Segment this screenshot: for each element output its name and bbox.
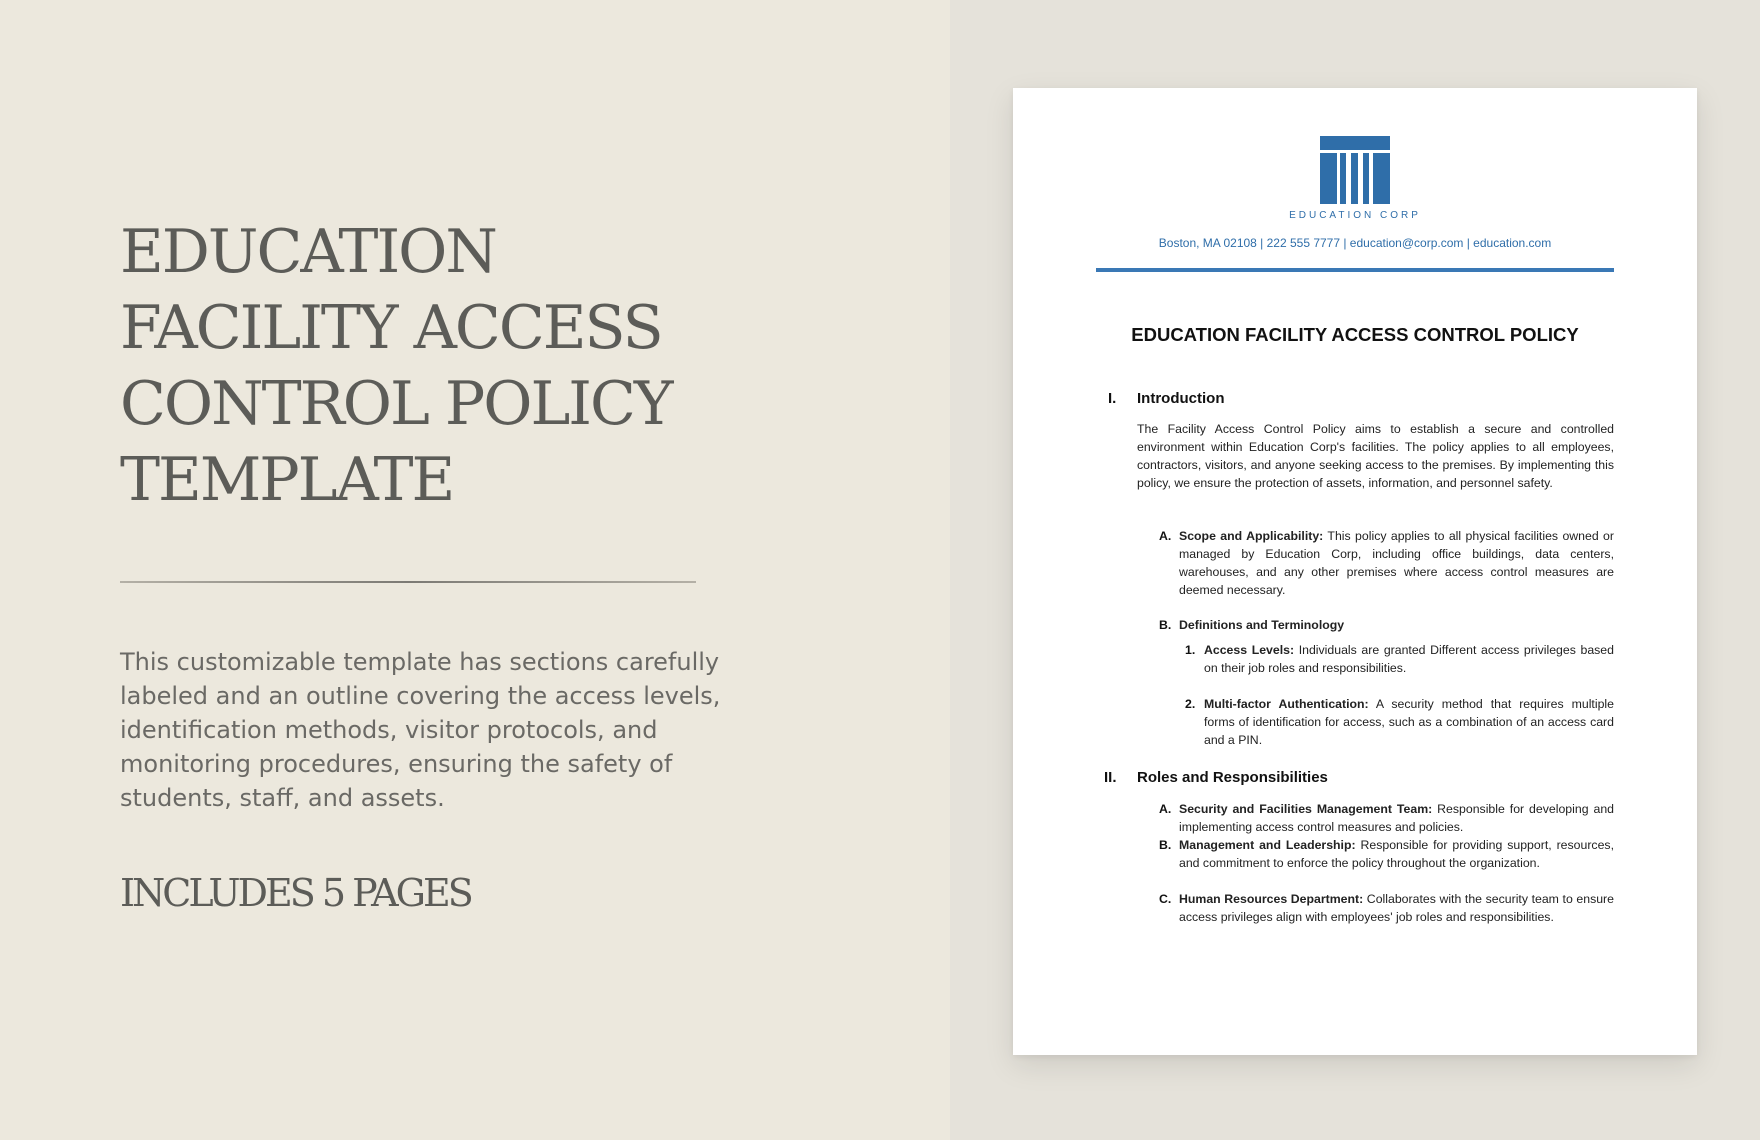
list-marker: A. [1159,529,1172,543]
promo-title-line: TEMPLATE [120,445,454,515]
list-item-scope [1159,527,1614,599]
item-label: Scope and Applicability: [1179,529,1324,543]
section-title: Roles and Responsibilities [1137,769,1328,786]
item-label: Management and Leadership: [1179,838,1356,852]
list-marker: B. [1159,838,1172,852]
promo-pages-label: INCLUDES 5 PAGES [120,871,471,915]
promo-title [120,214,760,518]
list-item-human-resources [1159,890,1614,926]
promo-title-line: EDUCATION [120,217,496,287]
document-page [1013,88,1697,1055]
list-item-definitions [1159,616,1614,634]
section-heading-roles [1104,769,1328,786]
list-marker: C. [1159,892,1172,906]
introduction-paragraph: The Facility Access Control Policy aims to establish a secure and controlled environment within Education Corp's facilities. The policy applies to all employees, contractors, visitors, and anyone seeking access to the premises. By implementing this policy, we ensure the protection of assets, information, and personnel safety. [1137,422,1614,490]
list-item-security-team [1159,800,1614,836]
document-title: EDUCATION FACILITY ACCESS CONTROL POLICY [1131,324,1579,345]
item-text: A security method that requires multiple forms of identification for access, such as a combination of an access card and a PIN. [1204,697,1614,747]
list-marker: 1. [1185,643,1196,657]
item-label: Human Resources Department: [1179,892,1364,906]
list-item-management [1159,836,1614,872]
item-label: Access Levels: [1204,643,1295,657]
item-text: Responsible for providing support, resources, and commitment to enforce the policy throughout the organization. [1179,838,1614,870]
item-label: Security and Facilities Management Team: [1179,802,1433,816]
sub-item-multi-factor [1185,695,1614,749]
item-text: Collaborates with the security team to ensure access privileges align with employees' job roles and responsibilities. [1179,892,1614,924]
header-rule [1096,268,1614,272]
list-marker: A. [1159,802,1172,816]
section-number: II. [1104,769,1117,786]
education-corp-logo-icon [1320,136,1390,204]
promo-divider [120,581,696,583]
sub-item-access-levels [1185,641,1614,677]
promo-description: This customizable template has sections carefully labeled and an outline covering the access levels, identification methods, visitor protocols, and monitoring procedures, ensuring the safety of students, staff, and assets. [120,648,721,812]
list-marker: B. [1159,618,1172,632]
contact-line: Boston, MA 02108 | 222 555 7777 | education@corp.com | education.com [1158,236,1552,250]
promo-title-line: CONTROL POLICY [120,369,672,439]
section-number: I. [1108,390,1117,407]
logo-text: EDUCATION CORP [1289,210,1421,221]
item-label: Definitions and Terminology [1179,618,1345,632]
item-text: This policy applies to all physical facilities owned or managed by Education Corp, including office buildings, data centers, warehouses, and any other premises where access control measures are deemed necessary. [1179,529,1614,597]
list-marker: 2. [1185,697,1196,711]
section-title: Introduction [1137,390,1225,407]
promo-title-line: FACILITY ACCESS [120,293,662,363]
item-label: Multi-factor Authentication: [1204,697,1369,711]
item-text: Individuals are granted Different access privileges based on their job roles and responsibilities. [1204,643,1614,675]
section-heading-introduction [1108,390,1224,407]
item-text: Responsible for developing and implementing access control measures and policies. [1179,802,1614,834]
